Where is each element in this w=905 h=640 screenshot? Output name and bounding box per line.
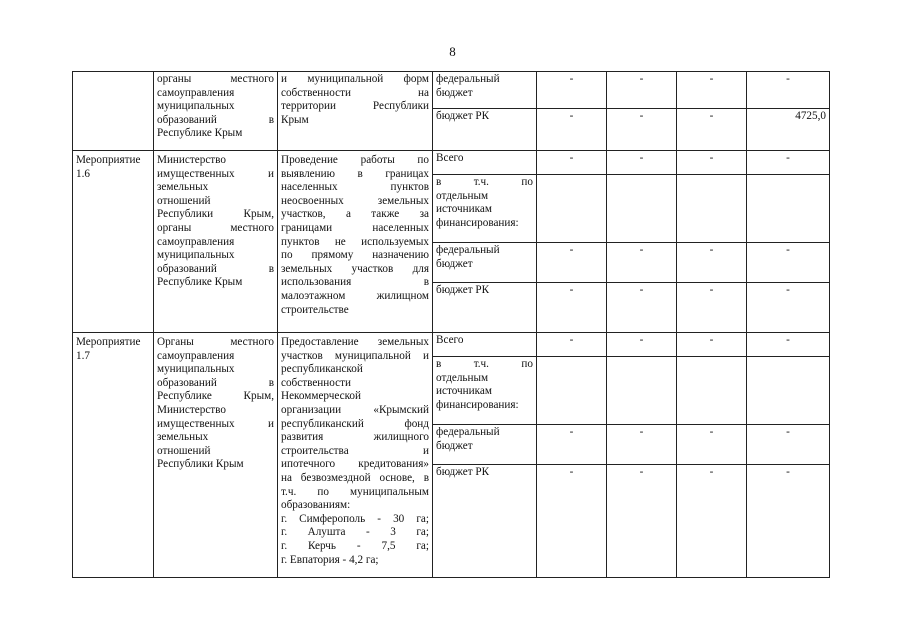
- page-number: 8: [449, 44, 456, 59]
- executor-cell: [154, 72, 278, 151]
- executor-cell: [154, 151, 278, 333]
- value-cell: -: [537, 151, 607, 175]
- text-line: источникам: [436, 385, 492, 398]
- value-cell: -: [537, 109, 607, 151]
- text-line: собственности: [281, 376, 351, 389]
- value-cell: -: [747, 151, 830, 175]
- value-cell: -: [677, 465, 747, 578]
- source-federal: [433, 425, 537, 465]
- text-line: образований в: [157, 376, 274, 389]
- value-cell: -: [747, 72, 830, 109]
- text-line: участков муниципальной и: [281, 349, 429, 362]
- text-line: органы местного: [157, 221, 274, 234]
- value-cell: [537, 357, 607, 425]
- text-line: и муниципальной форм: [281, 73, 429, 85]
- text-line: малоэтажном жилищном: [281, 289, 429, 302]
- value-cell: [747, 175, 830, 243]
- text-line: Мероприятие: [76, 336, 141, 348]
- text-line: республиканский фонд: [281, 417, 429, 430]
- text-line: Республике Крым: [157, 127, 243, 140]
- source-rk: бюджет РК: [433, 109, 537, 151]
- value-cell: [677, 175, 747, 243]
- value-cell: -: [607, 283, 677, 333]
- text-line: в т.ч. по: [436, 176, 533, 188]
- value-cell: -: [607, 109, 677, 151]
- event-name-cell: [73, 333, 154, 578]
- source-breakdown: [433, 357, 537, 425]
- text-line: источникам: [436, 203, 492, 216]
- value-cell: -: [537, 283, 607, 333]
- text-line: ипотечного кредитования»: [281, 458, 429, 471]
- text-line: пунктов не используемых: [281, 235, 429, 248]
- text-line: земельных: [157, 181, 209, 194]
- value-cell: -: [537, 333, 607, 357]
- text-line: отдельным: [436, 189, 489, 202]
- text-line: территории Республики: [281, 100, 429, 113]
- text-line: самоуправления: [157, 235, 235, 248]
- text-line: Предоставление земельных: [281, 336, 429, 348]
- value-cell: -: [537, 243, 607, 283]
- text-line: выявлению в границах: [281, 167, 429, 180]
- text-line: отношений: [157, 194, 211, 207]
- table-row: [73, 151, 830, 175]
- text-line: Мероприятие: [76, 154, 141, 166]
- text-line: Министерство: [157, 154, 226, 166]
- value-cell: -: [747, 333, 830, 357]
- text-line: Министерство: [157, 403, 226, 416]
- text-line: Крым: [281, 113, 309, 126]
- value-cell: -: [607, 425, 677, 465]
- text-line: муниципальных: [157, 363, 235, 376]
- source-total: Всего: [433, 151, 537, 175]
- value-cell: [677, 357, 747, 425]
- text-line: использования в: [281, 276, 429, 289]
- value-cell: [607, 357, 677, 425]
- text-line: земельных: [157, 431, 209, 444]
- text-line: самоуправления: [157, 86, 235, 99]
- text-line: имущественных и: [157, 167, 274, 180]
- value-cell: -: [747, 465, 830, 578]
- text-line: т.ч. по муниципальным: [281, 485, 429, 498]
- value-cell: -: [677, 425, 747, 465]
- text-line: г. Евпатория - 4,2 га;: [281, 553, 379, 566]
- text-line: федеральный: [436, 244, 500, 256]
- value-cell: -: [747, 243, 830, 283]
- value-cell: -: [677, 72, 747, 109]
- text-line: 1.6: [76, 167, 90, 180]
- value-cell: -: [677, 333, 747, 357]
- text-line: Республике Крым: [157, 276, 243, 289]
- description-cell: [278, 151, 433, 333]
- text-line: муниципальных: [157, 249, 235, 262]
- description-cell: [278, 72, 433, 151]
- text-line: Республике Крым,: [157, 390, 274, 403]
- value-cell: [747, 357, 830, 425]
- value-cell: -: [747, 425, 830, 465]
- text-line: федеральный: [436, 426, 500, 438]
- source-breakdown: [433, 175, 537, 243]
- value-cell: -: [607, 465, 677, 578]
- text-line: образований в: [157, 262, 274, 275]
- value-cell: -: [677, 283, 747, 333]
- source-federal: [433, 72, 537, 109]
- source-rk: бюджет РК: [433, 465, 537, 578]
- value-cell: -: [747, 283, 830, 333]
- text-line: бюджет: [436, 439, 473, 452]
- text-line: муниципальных: [157, 100, 235, 113]
- text-line: отношений: [157, 444, 211, 457]
- text-line: г. Керчь - 7,5 га;: [281, 539, 429, 552]
- text-line: федеральный: [436, 73, 500, 85]
- value-cell: -: [677, 109, 747, 151]
- text-line: самоуправления: [157, 349, 235, 362]
- text-line: 1.7: [76, 349, 90, 362]
- text-line: Республики Крым: [157, 458, 244, 471]
- text-line: г. Алушта - 3 га;: [281, 526, 429, 539]
- value-cell: [607, 175, 677, 243]
- description-cell: [278, 333, 433, 578]
- text-line: Органы местного: [157, 336, 274, 348]
- value-cell: -: [677, 243, 747, 283]
- executor-cell: [154, 333, 278, 578]
- text-line: в т.ч. по: [436, 358, 533, 370]
- value-cell: -: [537, 425, 607, 465]
- text-line: земельных участков для: [281, 262, 429, 275]
- table-row: [73, 333, 830, 357]
- table-row: [73, 72, 830, 109]
- text-line: участков, а также за: [281, 208, 429, 221]
- text-line: финансирования:: [436, 216, 519, 229]
- value-cell: -: [607, 151, 677, 175]
- text-line: на безвозмездной основе, в: [281, 471, 429, 484]
- value-cell: -: [607, 243, 677, 283]
- value-cell: -: [607, 333, 677, 357]
- source-rk: бюджет РК: [433, 283, 537, 333]
- source-federal: [433, 243, 537, 283]
- text-line: отдельным: [436, 371, 489, 384]
- text-line: организации «Крымский: [281, 403, 429, 416]
- value-cell: -: [677, 151, 747, 175]
- text-line: Проведение работы по: [281, 154, 429, 166]
- value-cell: 4725,0: [747, 109, 830, 151]
- text-line: имущественных и: [157, 417, 274, 430]
- text-line: финансирования:: [436, 398, 519, 411]
- funding-table: [72, 71, 830, 578]
- text-line: бюджет: [436, 257, 473, 270]
- text-line: органы местного: [157, 73, 274, 85]
- text-line: неосвоенных земельных: [281, 194, 429, 207]
- value-cell: -: [607, 72, 677, 109]
- event-name-cell: [73, 151, 154, 333]
- event-name-cell: [73, 72, 154, 151]
- text-line: по прямому назначению: [281, 249, 429, 262]
- text-line: образованиям:: [281, 499, 351, 512]
- source-total: Всего: [433, 333, 537, 357]
- value-cell: -: [537, 465, 607, 578]
- text-line: населенных пунктов: [281, 181, 429, 194]
- text-line: границами населенных: [281, 221, 429, 234]
- text-line: образований в: [157, 113, 274, 126]
- text-line: развития жилищного: [281, 431, 429, 444]
- text-line: бюджет: [436, 86, 473, 99]
- text-line: собственности на: [281, 86, 429, 99]
- text-line: Республики Крым,: [157, 208, 274, 221]
- text-line: республиканской: [281, 363, 363, 376]
- text-line: Некоммерческой: [281, 390, 362, 403]
- text-line: строительства и: [281, 444, 429, 457]
- value-cell: -: [537, 72, 607, 109]
- text-line: г. Симферополь - 30 га;: [281, 512, 429, 525]
- value-cell: [537, 175, 607, 243]
- text-line: строительстве: [281, 303, 349, 316]
